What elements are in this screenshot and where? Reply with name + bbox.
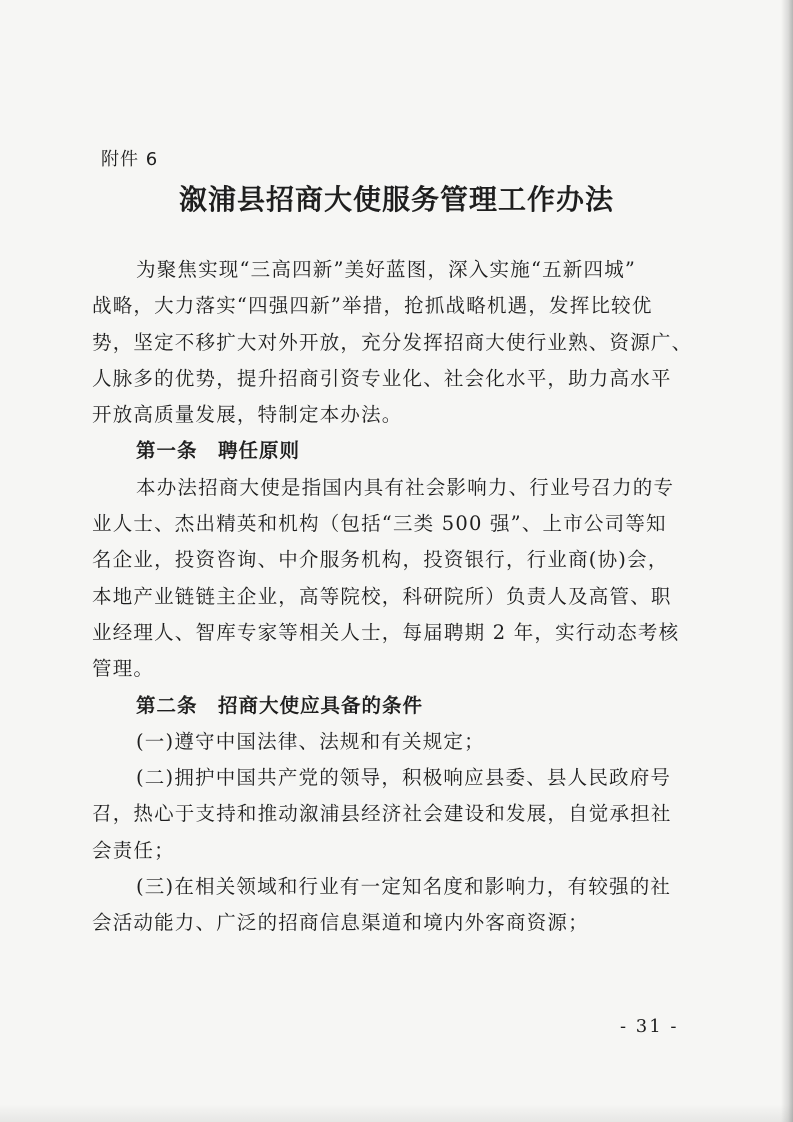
article-1-line: 业经理人、智库专家等相关人士，每届聘期 2 年，实行动态考核: [92, 620, 680, 644]
document-title: 溆浦县招商大使服务管理工作办法: [178, 183, 614, 216]
article-2-item-3-line: 会活动能力、广泛的招商信息渠道和境内外客商资源；: [92, 911, 589, 935]
article-1-line: 业人士、杰出精英和机构（包括“三类 500 强”、上市公司等知: [92, 512, 667, 536]
intro-line: 人脉多的优势，提升招商引资专业化、社会化水平，助力高水平: [92, 366, 672, 390]
article-1-line: 管理。: [92, 657, 155, 681]
article-1-line: 本地产业链链主企业，高等院校，科研院所）负责人及高管、职: [92, 584, 672, 608]
article-2-item-1-line: (一)遵守中国法律、法规和有关规定；: [136, 729, 485, 753]
intro-line: 战略，大力落实“四强四新”举措，抢抓战略机遇，发挥比较优: [92, 294, 653, 318]
article-2-heading: 第二条 招商大使应具备的条件: [136, 693, 424, 717]
article-1-line: 名企业，投资咨询、中介服务机构，投资银行，行业商(协)会，: [92, 548, 669, 572]
page-number: - 31 -: [620, 1016, 679, 1037]
article-1-heading: 第一条 聘任原则: [136, 439, 301, 463]
intro-line: 势，坚定不移扩大对外开放，充分发挥招商大使行业熟、资源广、: [92, 330, 693, 354]
intro-line: 为聚焦实现“三高四新”美好蓝图，深入实施“五新四城”: [136, 258, 637, 281]
article-1-line: 本办法招商大使是指国内具有社会影响力、行业号召力的专: [136, 475, 675, 499]
intro-line: 开放高质量发展，特制定本办法。: [92, 403, 403, 427]
scan-bottom-shadow: [0, 1104, 793, 1122]
document-body: [92, 252, 692, 942]
article-2-item-3-line: (三)在相关领域和行业有一定知名度和影响力，有较强的社: [136, 875, 672, 899]
scan-edge-shadow: [781, 0, 793, 1122]
attachment-label: 附件 6: [101, 149, 159, 170]
article-2-item-2-line: 召，热心于支持和推动溆浦县经济社会建设和发展，自觉承担社: [92, 802, 672, 826]
article-2-item-2-line: 会责任；: [92, 838, 175, 862]
article-2-item-2-line: (二)拥护中国共产党的领导，积极响应县委、县人民政府号: [136, 766, 672, 790]
